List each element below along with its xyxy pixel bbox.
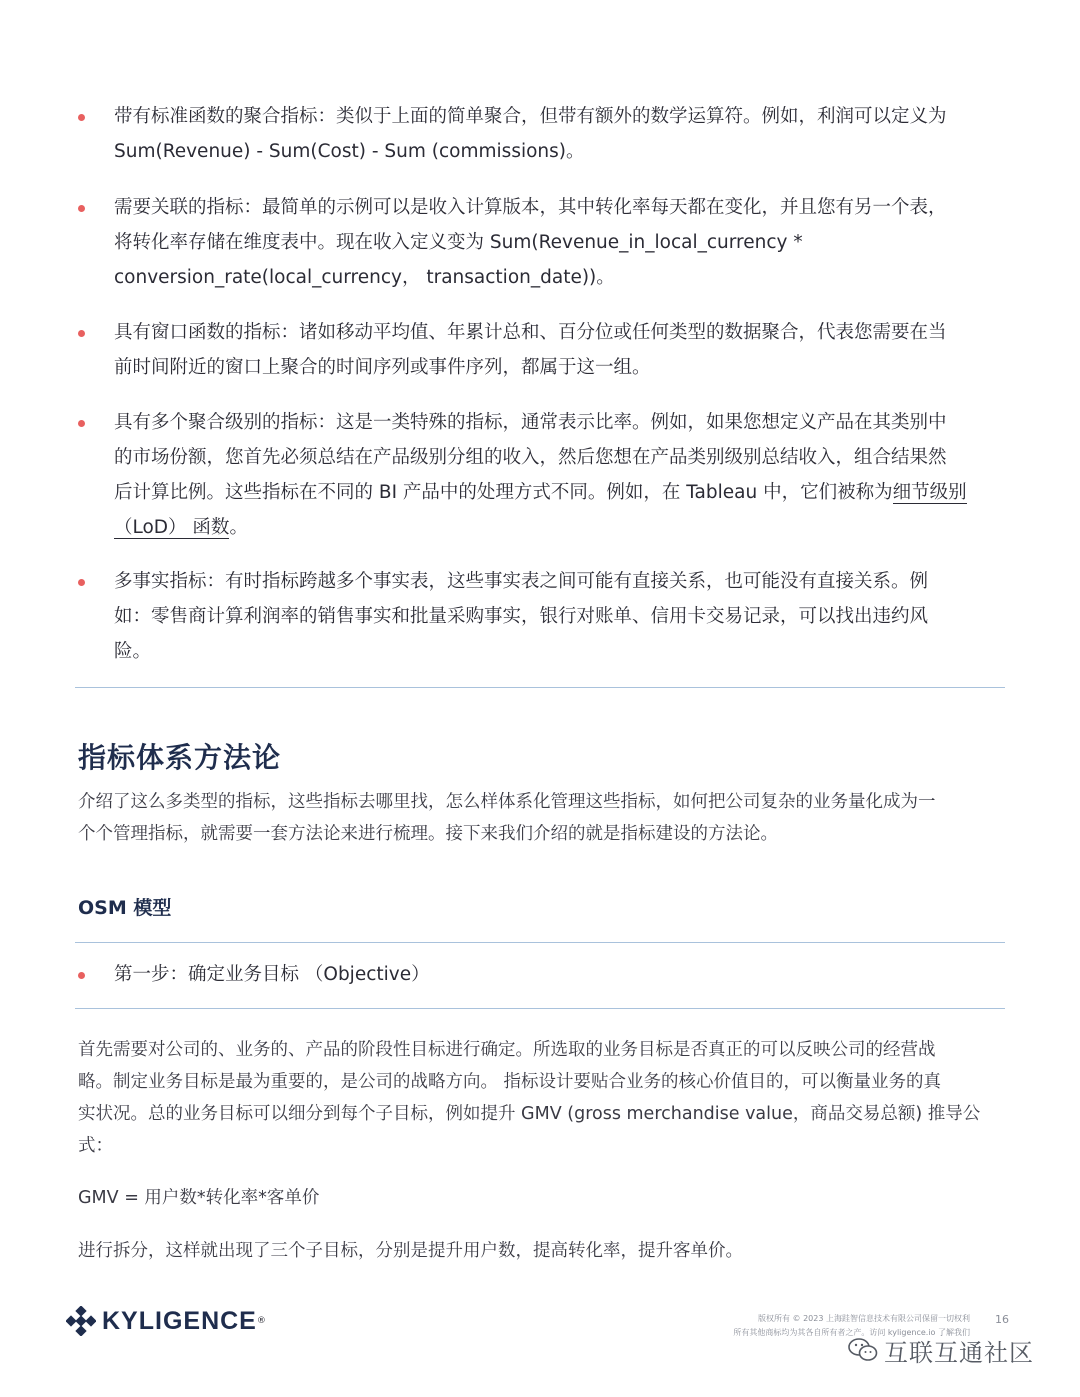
watermark <box>848 1332 1034 1368</box>
step-divider-top <box>75 942 1005 943</box>
wechat-icon <box>848 1337 878 1363</box>
list-item <box>78 190 1008 295</box>
bullet-dot <box>78 330 85 337</box>
list-item <box>78 564 1008 669</box>
bullet-line: 险。 <box>114 641 152 662</box>
bullet-line: 具有多个聚合级别的指标：这是一类特殊的指标，通常表示比率。例如，如果您想定义产品在其类别中 <box>114 412 947 433</box>
list-item <box>78 405 1008 545</box>
bullet-line: conversion_rate(local_currency， transaction_date))。 <box>114 267 615 288</box>
bullet-line: Sum(Revenue) - Sum(Cost) - Sum (commissions)。 <box>114 141 585 162</box>
kyligence-logo <box>66 1304 266 1338</box>
list-item <box>78 315 1008 385</box>
kyligence-logo-icon <box>66 1306 96 1336</box>
bullet-line: 带有标准函数的聚合指标：类似于上面的简单聚合，但带有额外的数学运算符。例如，利润可以定义为 <box>114 106 947 127</box>
list-item <box>78 99 1008 169</box>
step-divider-bottom <box>75 1008 1005 1009</box>
bullet-line: 具有窗口函数的指标：诸如移动平均值、年累计总和、百分位或任何类型的数据聚合，代表您需要在当 <box>114 322 947 343</box>
bullet-dot <box>78 579 85 586</box>
body-line: 式： <box>78 1136 113 1156</box>
intro-line: 介绍了这么多类型的指标，这些指标去哪里找，怎么样体系化管理这些指标，如何把公司复杂的业务量化成为一 <box>78 792 936 812</box>
section-title: 指标体系方法论 <box>78 741 282 774</box>
formula: GMV = 用户数*转化率*客单价 <box>78 1188 320 1208</box>
bullet-line: 多事实指标：有时指标跨越多个事实表，这些事实表之间可能有直接关系，也可能没有直接关系。例 <box>114 571 929 592</box>
bullet-line: 需要关联的指标：最简单的示例可以是收入计算版本，其中转化率每天都在变化，并且您有另一个表， <box>114 197 947 218</box>
step-item <box>78 957 1008 992</box>
copyright-line: 所有其他商标均为其各自所有者之产。访问 kyligence.io 了解我们 <box>733 1328 970 1337</box>
intro-paragraph <box>78 786 1008 850</box>
bullet-dot <box>78 420 85 427</box>
intro-line: 个个管理指标，就需要一套方法论来进行梳理。接下来我们介绍的就是指标建设的方法论。 <box>78 824 778 844</box>
step-label: 第一步：确定业务目标 （Objective） <box>114 964 430 985</box>
subsection-title: OSM 模型 <box>78 897 172 919</box>
watermark-text: 互联互通社区 <box>884 1338 1034 1367</box>
body-line: 略。制定业务目标是最为重要的，是公司的战略方向。 指标设计要贴合业务的核心价值目的，可以衡量业务的真 <box>78 1072 942 1092</box>
page-number: 16 <box>995 1313 1009 1326</box>
bullet-line <box>114 475 1008 510</box>
logo-registered: ® <box>256 1316 266 1326</box>
lod-link[interactable]: 细节级别 <box>892 482 967 503</box>
body-line: 首先需要对公司的、业务的、产品的阶段性目标进行确定。所选取的业务目标是否真正的可以反映公司的经营战 <box>78 1040 936 1060</box>
bullet-line: 前时间附近的窗口上聚合的时间序列或事件序列，都属于这一组。 <box>114 357 651 378</box>
bullet-dot <box>78 205 85 212</box>
lod-link-continued[interactable]: （LoD） 函数 <box>114 517 230 538</box>
bullet-text: 后计算比例。这些指标在不同的 BI 产品中的处理方式不同。例如，在 Tableau 中，它们被称为 <box>114 482 893 503</box>
copyright-line: 版权所有 © 2023 上海跬智信息技术有限公司保留一切权利 <box>758 1314 970 1323</box>
bullet-line: 的市场份额，您首先必须总结在产品级别分组的收入，然后您想在产品类别级别总结收入，组合结果然 <box>114 447 947 468</box>
bullet-line: 如：零售商计算利润率的销售事实和批量采购事实，银行对账单、信用卡交易记录，可以找出违约风 <box>114 606 929 627</box>
conclusion-paragraph: 进行拆分，这样就出现了三个子目标，分别是提升用户数，提高转化率，提升客单价。 <box>78 1241 743 1261</box>
body-line: 实状况。总的业务目标可以细分到每个子目标，例如提升 GMV (gross merchandise value，商品交易总额) 推导公 <box>78 1104 981 1124</box>
section-divider <box>75 687 1005 688</box>
bullet-line: 将转化率存储在维度表中。现在收入定义变为 Sum(Revenue_in_local_currency * <box>114 232 803 253</box>
bullet-text: 。 <box>229 517 248 538</box>
body-paragraph <box>78 1034 1008 1162</box>
bullet-line <box>114 510 1008 545</box>
logo-text: KYLIGENCE <box>102 1306 257 1335</box>
bullet-dot <box>78 972 85 979</box>
bullet-dot <box>78 114 85 121</box>
